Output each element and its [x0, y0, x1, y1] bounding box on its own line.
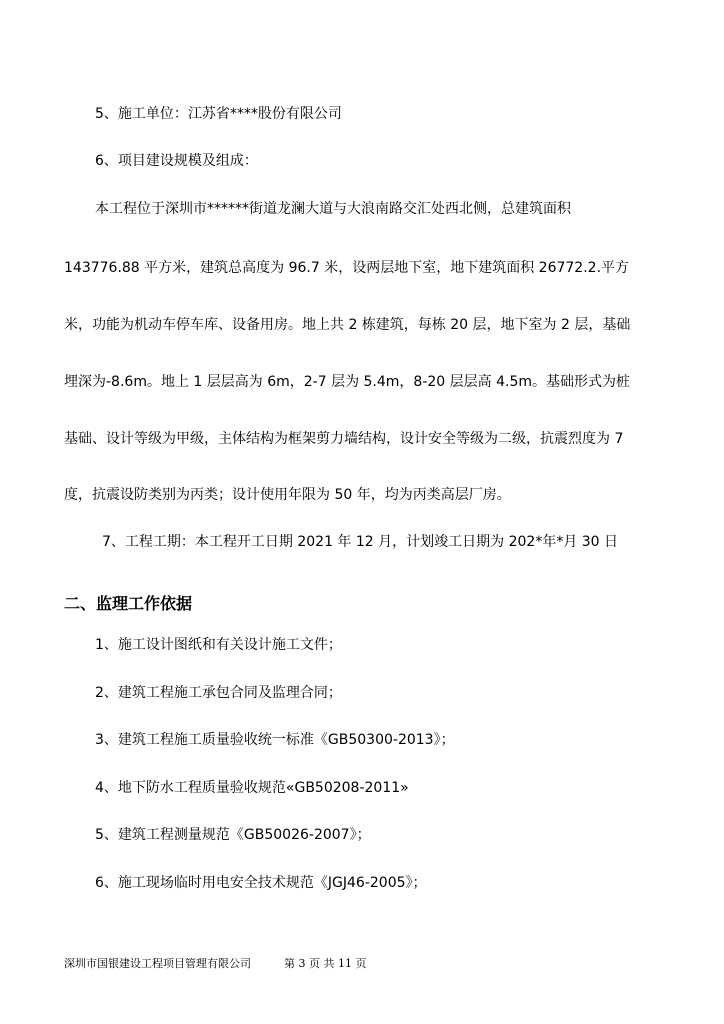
project-description-line: 埋深为-8.6m。地上 1 层层高为 6m，2-7 层为 5.4m，8-20 层层高 4.5m。基础形式为桩 — [64, 374, 631, 390]
project-description-line: 本工程位于深圳市******街道龙澜大道与大浪南路交汇处西北侧，总建筑面积 — [95, 201, 571, 217]
basis-list-item: 5、建筑工程测量规范《GB50026-2007》； — [95, 827, 371, 843]
project-description-line: 143776.88 平方米，建筑总高度为 96.7 米，设两层地下室，地下建筑面积 26772.2.平方 — [64, 260, 630, 276]
basis-list-item: 2、建筑工程施工承包合同及监理合同； — [95, 685, 342, 701]
item-5-construction-unit: 5、施工单位：江苏省****股份有限公司 — [95, 106, 342, 122]
footer-page-number: 第 3 页 共 11 页 — [284, 957, 367, 970]
footer-company: 深圳市国银建设工程项目管理有限公司 — [64, 957, 251, 970]
item-7-schedule: 7、工程工期：本工程开工日期 2021 年 12 月，计划竣工日期为 202*年*月 30 日 — [102, 534, 619, 550]
project-description-line: 基础、设计等级为甲级，主体结构为框架剪力墙结构，设计安全等级为二级，抗震烈度为 7 — [64, 431, 624, 447]
project-description-line: 米，功能为机动车停车库、设备用房。地上共 2 栋建筑，每栋 20 层，地下室为 2 层，基础 — [64, 317, 631, 333]
section-heading: 二、监理工作依据 — [64, 594, 193, 613]
basis-list-item: 6、施工现场临时用电安全技术规范《JGJ46-2005》； — [95, 875, 427, 891]
project-description-line: 度，抗震设防类别为丙类；设计使用年限为 50 年，均为丙类高层厂房。 — [64, 487, 511, 503]
item-6-project-scale: 6、项目建设规模及组成： — [95, 153, 258, 169]
basis-list-item: 3、建筑工程施工质量验收统一标准《GB50300-2013》； — [95, 732, 455, 748]
basis-list-item: 4、地下防水工程质量验收规范«GB50208-2011» — [95, 780, 409, 796]
basis-list-item: 1、施工设计图纸和有关设计施工文件； — [95, 637, 342, 653]
